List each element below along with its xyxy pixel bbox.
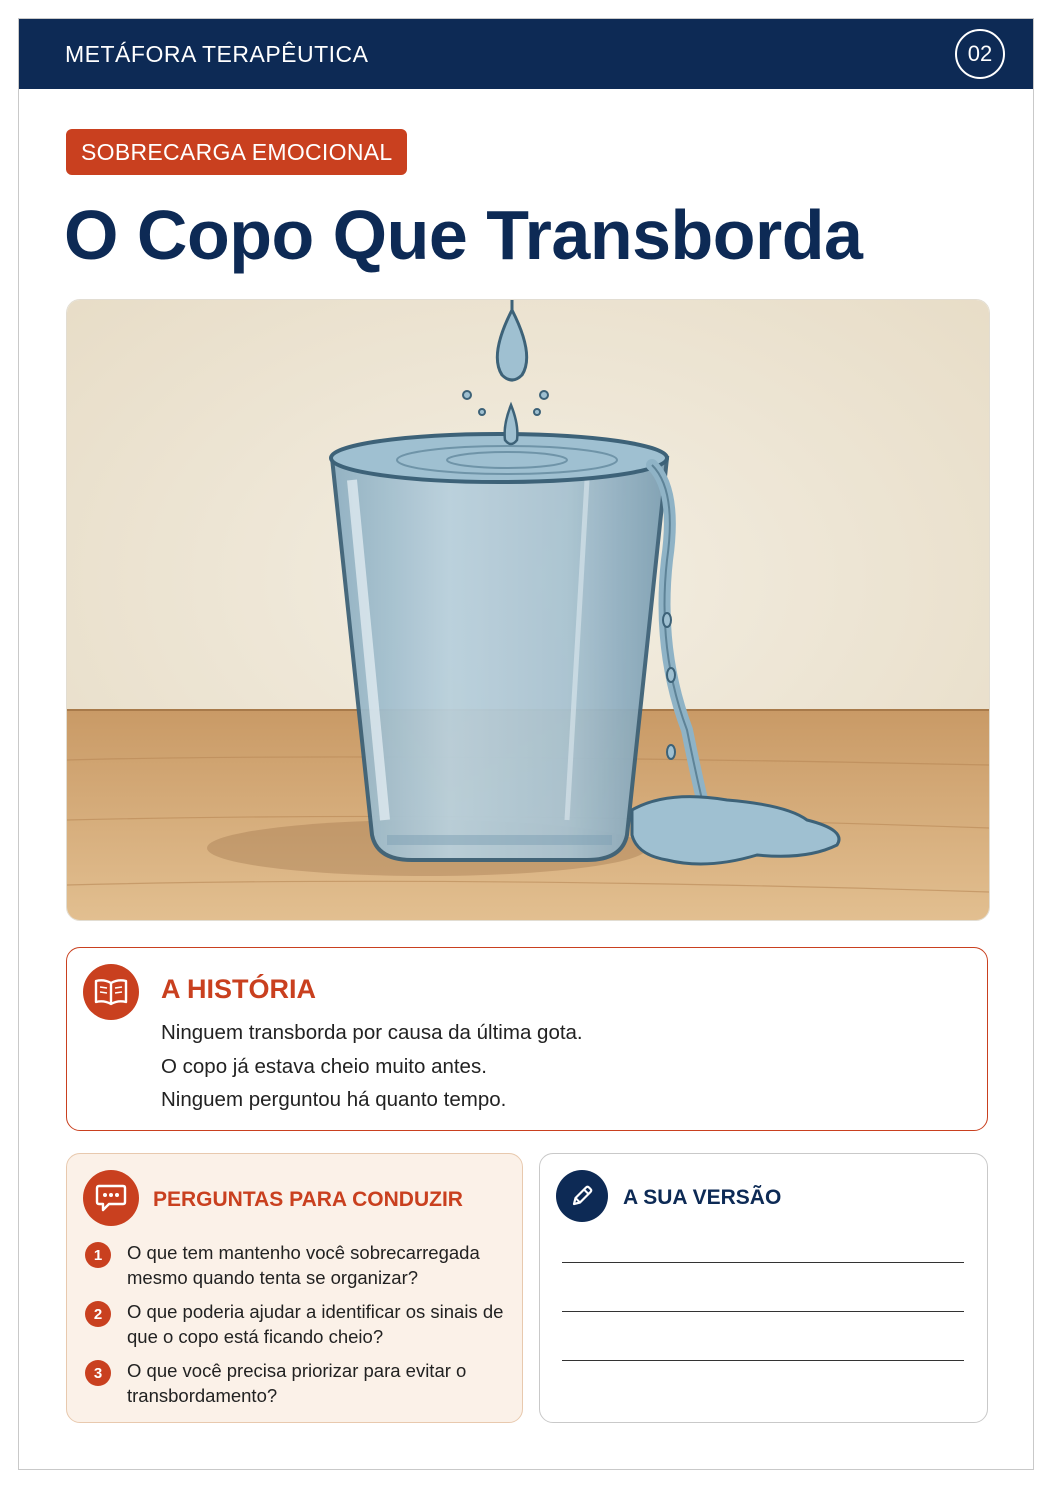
question-text: O que tem mantenho você sobrecarregada mesmo quando tenta se organizar? (127, 1242, 480, 1288)
open-book-icon (83, 964, 139, 1020)
writing-line[interactable] (562, 1360, 964, 1361)
your-version-heading: A SUA VERSÃO (623, 1186, 782, 1209)
category-tag: SOBRECARGA EMOCIONAL (66, 129, 407, 175)
question-number: 3 (85, 1360, 111, 1386)
questions-heading: PERGUNTAS PARA CONDUZIR (153, 1188, 463, 1211)
chat-bubble-icon (83, 1170, 139, 1226)
question-item (85, 1299, 517, 1349)
story-line: Ninguem perguntou há quanto tempo. (161, 1088, 507, 1111)
question-item (85, 1240, 517, 1290)
story-line: Ninguem transborda por causa da última gota. (161, 1021, 583, 1044)
worksheet-page (18, 18, 1034, 1470)
header-title: METÁFORA TERAPÊUTICA (65, 41, 369, 67)
writing-line[interactable] (562, 1311, 964, 1312)
story-text (161, 1016, 583, 1117)
story-line: O copo já estava cheio muito antes. (161, 1054, 487, 1078)
guiding-questions-card (66, 1153, 523, 1423)
question-text: O que você precisa priorizar para evitar o transbordamento? (127, 1360, 467, 1406)
pencil-icon (556, 1170, 608, 1222)
overflowing-glass-illustration (66, 299, 990, 921)
story-card (66, 947, 988, 1131)
page-title: O Copo Que Transborda (64, 196, 863, 274)
question-item (85, 1358, 487, 1408)
page-number-badge: 02 (955, 29, 1005, 79)
question-text: O que poderia ajudar a identificar os sinais de que o copo está ficando cheio? (127, 1301, 504, 1347)
your-version-card (539, 1153, 988, 1423)
question-number: 1 (85, 1242, 111, 1268)
header-bar (19, 19, 1033, 89)
writing-line[interactable] (562, 1262, 964, 1263)
story-heading: A HISTÓRIA (161, 974, 316, 1004)
question-number: 2 (85, 1301, 111, 1327)
